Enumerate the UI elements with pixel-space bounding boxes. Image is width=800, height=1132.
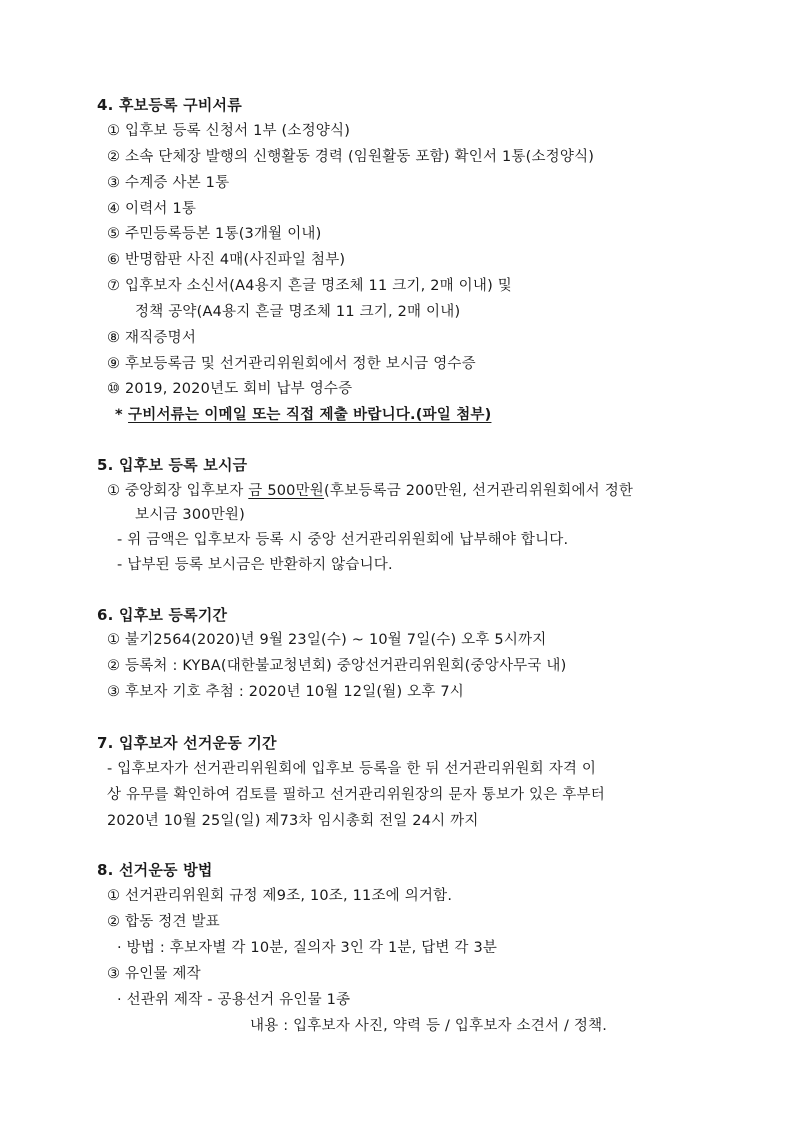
section-6-item-2: ② 등록처 : KYBA(대한불교청년회) 중앙선거관리위원회(중앙사무국 내): [107, 658, 567, 674]
section-6-item-3: ③ 후보자 기호 추첨 : 2020년 10월 12일(월) 오후 7시: [107, 684, 465, 700]
section-8-item-3-contents: 내용 : 입후보자 사진, 약력 등 / 입후보자 소견서 / 정책.: [250, 1018, 608, 1034]
section-8-item-2-method: · 방법 : 후보자별 각 10분, 질의자 3인 각 1분, 답변 각 3분: [117, 940, 498, 956]
section-4-heading: 4. 후보등록 구비서류: [97, 96, 242, 114]
section-8-item-3: ③ 유인물 제작: [107, 966, 201, 982]
section-4-item-2: ② 소속 단체장 발행의 신행활동 경력 (임원활동 포함) 확인서 1통(소정양식): [107, 149, 595, 165]
section-5-note-1: - 위 금액은 입후보자 등록 시 중앙 선거관리위원회에 납부해야 합니다.: [117, 532, 569, 548]
section-7-heading: 7. 입후보자 선거운동 기간: [97, 734, 277, 752]
section-5-item-1: [107, 481, 633, 501]
section-8-item-1: ① 선거관리위원회 규정 제9조, 10조, 11조에 의거함.: [107, 888, 453, 904]
note-text: 구비서류는 이메일 또는 직접 제출 바랍니다.(파일 첨부): [128, 407, 492, 423]
section-4-item-7: ⑦ 입후보자 소신서(A4용지 흔글 명조체 11 크기, 2매 이내) 및: [107, 278, 512, 294]
section-6-heading: 6. 입후보 등록기간: [97, 606, 228, 624]
item-1-prefix: ① 중앙회장 입후보자: [107, 483, 249, 499]
section-7-line-1: - 입후보자가 선거관리위원회에 입후보 등록을 한 뒤 선거관리위원회 자격 이: [107, 761, 597, 777]
section-4-item-4: ④ 이력서 1통: [107, 201, 197, 217]
section-5-item-1-continuation: 보시금 300만원): [135, 507, 245, 523]
section-4-item-10: ⑩ 2019, 2020년도 회비 납부 영수증: [107, 381, 353, 397]
section-4-item-8: ⑧ 재직증명서: [107, 330, 197, 346]
section-4-item-1: ① 입후보 등록 신청서 1부 (소정양식): [107, 123, 351, 139]
section-4-item-7-continuation: 정책 공약(A4용지 흔글 명조체 11 크기, 2매 이내): [135, 304, 461, 320]
section-4-item-3: ③ 수계증 사본 1통: [107, 175, 230, 191]
section-8-item-3-production: · 선관위 제작 - 공용선거 유인물 1종: [117, 992, 351, 1008]
deposit-amount: 금 500만원: [248, 483, 325, 499]
section-4-item-9: ⑨ 후보등록금 및 선거관리위원회에서 정한 보시금 영수증: [107, 356, 476, 372]
section-8-heading: 8. 선거운동 방법: [97, 861, 213, 879]
section-4-note: [115, 405, 491, 425]
section-7-line-2: 상 유무를 확인하여 검토를 필하고 선거관리위원장의 문자 통보가 있은 후부터: [107, 787, 605, 803]
section-6-item-1: ① 불기2564(2020)년 9월 23일(수) ~ 10월 7일(수) 오후 5시까지: [107, 632, 547, 648]
note-asterisk: *: [115, 407, 123, 423]
section-4-item-6: ⑥ 반명함판 사진 4매(사진파일 첨부): [107, 252, 346, 268]
section-5-note-2: - 납부된 등록 보시금은 반환하지 않습니다.: [117, 557, 393, 573]
item-1-detail: (후보등록금 200만원, 선거관리위원회에서 정한: [324, 483, 634, 499]
section-8-item-2: ② 합동 정견 발표: [107, 914, 220, 930]
section-5-heading: 5. 입후보 등록 보시금: [97, 456, 248, 474]
section-7-line-3: 2020년 10월 25일(일) 제73차 임시총회 전일 24시 까지: [107, 813, 479, 829]
section-4-item-5: ⑤ 주민등록등본 1통(3개월 이내): [107, 226, 322, 242]
